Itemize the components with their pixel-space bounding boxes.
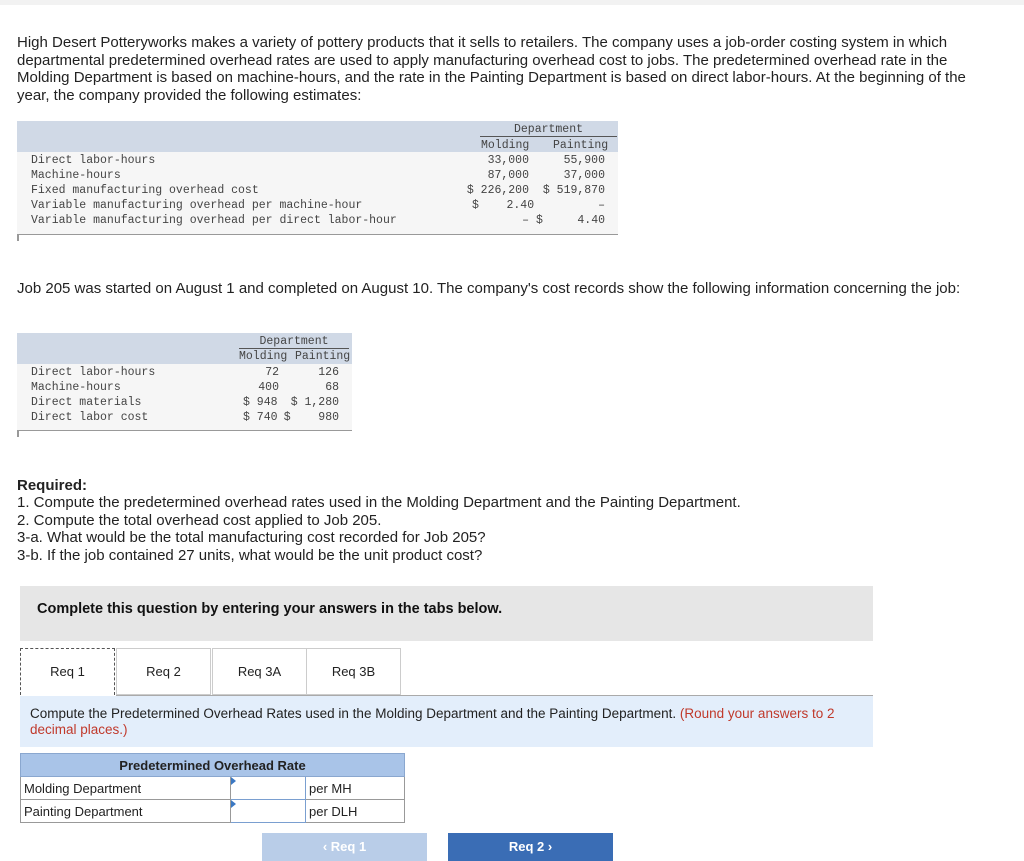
row-label: Fixed manufacturing overhead cost (31, 184, 259, 197)
col-molding: Molding (239, 350, 288, 363)
required-item: 1. Compute the predetermined overhead rates used in the Molding Department and the Painting Department. (17, 494, 741, 511)
cell-molding: 72 (265, 366, 279, 379)
cell-molding: $ 740 (243, 411, 278, 424)
tab-req-2[interactable]: Req 2 (116, 648, 211, 695)
row-label: Variable manufacturing overhead per machine-hour (31, 199, 363, 212)
cell-molding: 400 (258, 381, 279, 394)
unit-label: per DLH (306, 800, 405, 823)
job-paragraph: Job 205 was started on August 1 and completed on August 10. The company's cost records show the following information concerning the job: (17, 280, 961, 297)
row-label: Direct labor-hours (31, 366, 156, 379)
estimates-table (17, 121, 618, 242)
job-table (17, 333, 352, 439)
cell-painting: 55,900 (563, 154, 605, 167)
cell-molding: 33,000 (487, 154, 529, 167)
unit-label: per MH (306, 777, 405, 800)
cell-molding: 87,000 (487, 169, 529, 182)
next-req-button[interactable]: Req 2 › (448, 833, 613, 861)
table-row (21, 777, 405, 800)
top-bar (0, 0, 1024, 5)
department-header: Department (480, 123, 617, 137)
complete-label: Complete this question by entering your answers in the tabs below. (37, 601, 503, 617)
molding-rate-cell (231, 777, 306, 800)
input-marker-icon (231, 777, 236, 785)
row-label: Direct materials (31, 396, 142, 409)
cell-molding: $ 2.40 (472, 199, 535, 212)
cell-painting: $ 980 (283, 411, 339, 424)
instruction-box (20, 696, 873, 747)
cell-painting: – (598, 199, 605, 212)
painting-rate-input[interactable] (231, 801, 305, 821)
row-label: Molding Department (21, 777, 231, 800)
col-painting: Painting (553, 139, 609, 152)
cell-molding: $ 226,200 (466, 184, 529, 197)
table-row (21, 800, 405, 823)
row-label: Direct labor-hours (31, 154, 156, 167)
cell-painting: $ 519,870 (542, 184, 605, 197)
row-label: Painting Department (21, 800, 231, 823)
row-label: Direct labor cost (31, 411, 149, 424)
row-label: Machine-hours (31, 381, 121, 394)
instruction-text (30, 706, 850, 738)
table-left-tick (17, 430, 19, 437)
col-painting: Painting (295, 350, 351, 363)
answer-table (20, 753, 405, 823)
cell-painting: 126 (318, 366, 339, 379)
required-item: 3-a. What would be the total manufacturing cost recorded for Job 205? (17, 529, 486, 546)
table-left-tick (17, 234, 19, 241)
table-bottom-rule (17, 430, 352, 431)
department-header: Department (239, 335, 349, 349)
painting-rate-cell (231, 800, 306, 823)
cell-painting: $ 1,280 (290, 396, 339, 409)
instruction-note: (Round your answers to 2 decimal places.) (30, 706, 835, 737)
complete-banner (20, 586, 873, 641)
table-bottom-rule (17, 234, 618, 235)
required-item: 3-b. If the job contained 27 units, what would be the unit product cost? (17, 547, 483, 564)
answer-table-header: Predetermined Overhead Rate (21, 754, 405, 777)
instruction-main: Compute the Predetermined Overhead Rates used in the Molding Department and the Painting Department. (30, 706, 677, 721)
tab-req-1[interactable]: Req 1 (20, 648, 115, 695)
molding-rate-input[interactable] (231, 778, 305, 798)
cell-molding: $ 948 (243, 396, 278, 409)
intro-paragraph: High Desert Potteryworks makes a variety of pottery products that it sells to retailers. The company uses a job-order costing system in which departmental predetermined overhead rates are used to apply manufacturing overhead cost to jobs. The predetermined overhead rate in the Molding Department is based on machine-hours, and the rate in the Painting Department is based on direct labor-hours. At the beginning of the year, the company provided the following estimates: (17, 34, 966, 104)
cell-molding: – (522, 214, 529, 227)
row-label: Variable manufacturing overhead per direct labor-hour (31, 214, 397, 227)
tab-req-3b[interactable]: Req 3B (306, 648, 401, 695)
cell-painting: $ 4.40 (535, 214, 605, 227)
col-molding: Molding (481, 139, 530, 152)
required-title: Required: (17, 477, 88, 494)
required-item: 2. Compute the total overhead cost applied to Job 205. (17, 512, 382, 529)
input-marker-icon (231, 800, 236, 808)
prev-req-button[interactable]: ‹ Req 1 (262, 833, 427, 861)
cell-painting: 37,000 (563, 169, 605, 182)
cell-painting: 68 (325, 381, 339, 394)
row-label: Machine-hours (31, 169, 121, 182)
tab-req-3a[interactable]: Req 3A (212, 648, 307, 695)
